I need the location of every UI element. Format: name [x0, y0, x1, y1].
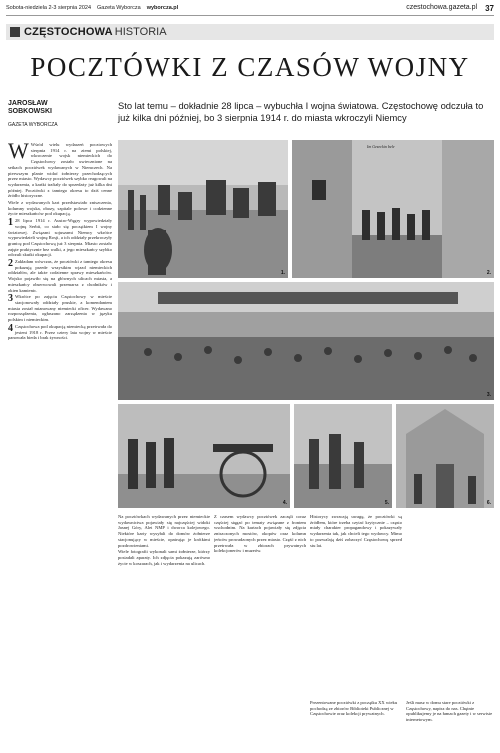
item-number-4: 4 [8, 322, 13, 334]
photo-5-number: 5. [384, 500, 389, 506]
col1-item1: 28 lipca 1914 r. Austro-Węgry wypowiedziały wojnę Serbii, co stało się początkiem I wojny światowej. Związani sojuszami Niemcy wkrótce wypowiedzieli wojnę Rosji, a ich oddziały przekroczyły granicę pod Częstochową już 3 sierpnia. Miasto zostało zajęte praktycznie bez walki, a jego mieszkańcy szybko odczuli skutki okupacji. [8, 218, 112, 258]
section-category: HISTORIA [114, 26, 167, 38]
item-number-2: 2 [8, 258, 13, 270]
author-org: GAZETA WYBORCZA [8, 122, 58, 128]
postcard-photo-2 [292, 140, 494, 278]
city-flag-icon [10, 27, 20, 37]
text-column-1 [8, 142, 112, 747]
local-site: czestochowa.gazeta.pl [406, 3, 478, 11]
col1-item4: Częstochowa pod okupacją niemiecką przetrwała do jesieni 1918 r. Przez cztery lata wojny w mieście panowała bieda i brak żywności. [8, 323, 112, 341]
footnote-right [406, 700, 494, 747]
paper-name: Gazeta Wyborcza [97, 5, 141, 11]
postcard-photo-1 [118, 140, 288, 278]
postcard-photo-5 [294, 404, 392, 508]
postcard-photo-4 [118, 404, 290, 508]
photo-2-number: 2. [486, 270, 491, 276]
col2-top: Na pocztówkach wydawanych przez niemieckie wydawnictwa pojawiały się najczęściej widoki Jasnej Góry, Alei NMP i dworca kolejowego. Niektóre karty wysyłali do domów żołnierze stacjonujący w mieście, opatrując je krótkimi pozdrowieniami. [118, 514, 210, 548]
photo-6-number: 6. [486, 500, 491, 506]
page-number: 37 [485, 3, 494, 13]
photo-3-number: 3. [486, 392, 491, 398]
top-rule [6, 15, 494, 16]
section-city: CZĘSTOCHOWA [24, 26, 113, 38]
footnote-left [310, 700, 402, 747]
col1-item3: Wkrótce po zajęciu Częstochowy w mieście stacjonowały oddziały pruskie, a komendantem miasta został mianowany niemiecki oficer. Wydawano rozporządzenia, ogłaszano zarządzenia w języku polskim i niemieckim. [8, 294, 112, 323]
headline: POCZTÓWKI Z CZASÓW WOJNY [30, 52, 470, 82]
byline [8, 100, 78, 128]
author-first: JAROSŁAW [8, 100, 48, 107]
postcard-photo-3 [118, 282, 494, 400]
text-column-3 [214, 514, 306, 747]
foot-right-text: Jeśli masz w domu stare pocztówki z Częstochowy, napisz do nas. Chętnie opublikujemy je na łamach gazety i w serwisie internetowym. [406, 700, 493, 722]
photo-1-number: 1. [280, 270, 285, 276]
col1-top: Wśród wielu wydarzeń pocztowych sierpnia 1914 r. na ziemi polskiej, wkroczenie wojsk niemieckich do Częstochowy zostało uwiecznione na setkach pocztówek wydawanych w Niemczech. Na pierwszym planie widać żołnierzy przechodzących przez miasto. Wydawcy pocztówek szybko reagowali na wydarzenia, a kartki trafiały do sprzedaży już kilka dni później. Pocztówki z tamtego okresu to dziś cenne źródło historyczne. [8, 142, 112, 199]
col3-text: Z czasem wydawcy pocztówek zaczęli coraz częściej sięgać po tematy związane z frontem wschodnim. Na kartach pojawiały się zdjęcia zniszczonych mostów, okopów oraz kolumn jeńców prowadzonych przez miasto. Część z nich przetrwała w zbiorach prywatnych kolekcjonerów i muzeów. [214, 514, 306, 554]
author-last: SOBKOWSKI [8, 108, 52, 115]
photo-4-number: 4. [282, 500, 287, 506]
col1-item2: Zakładam wówczas, że pocztówki z tamtego okresu pokazują przede wszystkim wjazd niemieckich oddziałów, ale także codzienne sprawy mieszkańców. Wojsko pojawiło się na głównych ulicach miasta, a mieszkańcy obserwowali przemarsz z chodników i okien kamienic. [8, 259, 112, 293]
issue-date: Sobota-niedziela 2-3 sierpnia 2024 [6, 5, 92, 11]
dropcap: W [8, 142, 29, 163]
photo-2-caption: Im Gezeckin bele [367, 144, 395, 149]
col2-mid: Wiele fotografii wykonali sami żołnierze, którzy posiadali aparaty. Ich zdjęcia pokazują zarówno życie w koszarach, jak i wydarzenia na ulicach. [118, 549, 210, 566]
item-number-3: 3 [8, 293, 13, 305]
section-header [6, 24, 494, 40]
foot-left-text: Prezentowane pocztówki z początku XX wieku pochodzą ze zbiorów Biblioteki Publicznej w Częstochowie oraz kolekcji prywatnych. [310, 700, 398, 717]
item-number-1: 1 [8, 217, 13, 229]
col1-p2: Wiele z wydawanych kart przedstawiało zniszczenia, kolumny wojska, obozy, szpitale polowe i codzienne życie mieszkańców pod okupacją. [8, 200, 112, 217]
text-column-2 [118, 514, 210, 747]
lead-paragraph: Sto lat temu – dokładnie 28 lipca – wybuchła I wojna światowa. Częstochowę odczuła to już kilka dni później, bo 3 sierpnia 1914 r. do miasta wkroczyli Niemcy [118, 100, 484, 123]
top-bar [6, 2, 494, 14]
paper-site: wyborcza.pl [146, 5, 179, 11]
col4-text: Historycy zwracają uwagę, że pocztówki są źródłem, które trzeba czytać krytycznie – często miały charakter propagandowy i pokazywały wydarzenia tak, jak chcieli tego wydawcy. Mimo to pozwalają dziś zobaczyć Częstochowę sprzed stu lat. [310, 514, 402, 548]
postcard-photo-6 [396, 404, 494, 508]
